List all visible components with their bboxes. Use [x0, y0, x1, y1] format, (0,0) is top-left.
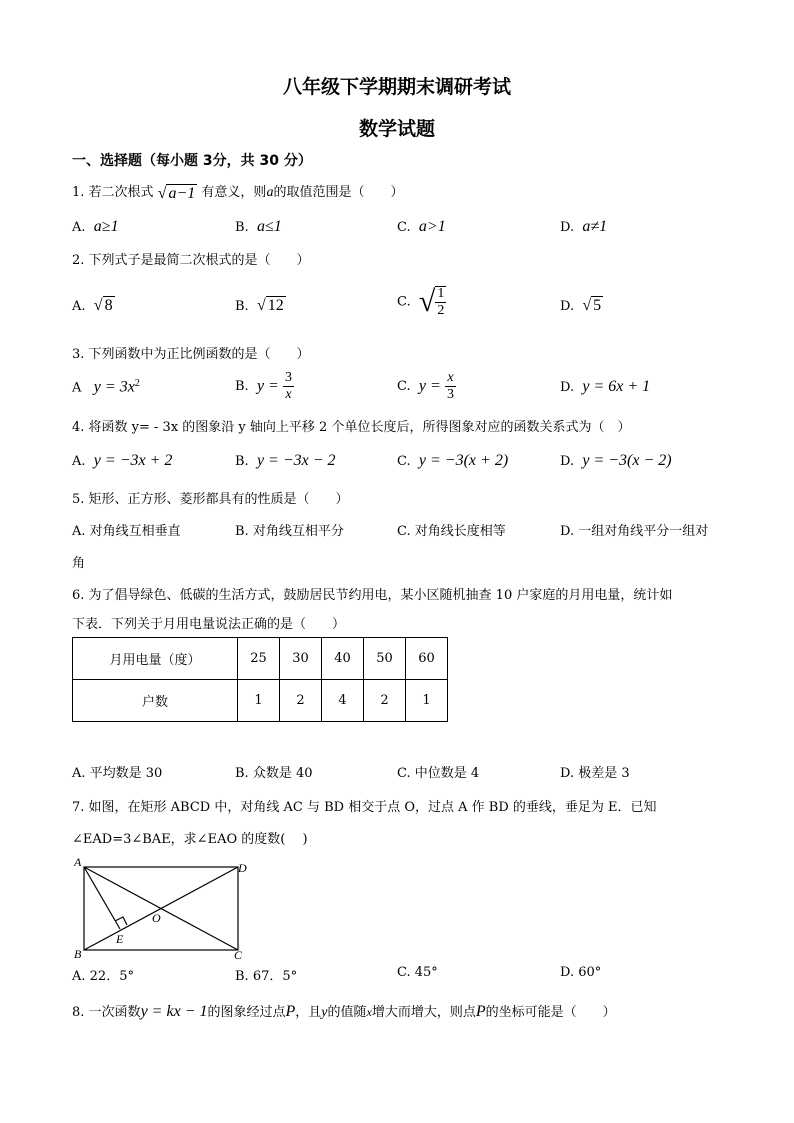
- q3-option-d: [560, 378, 650, 396]
- q5-option-c: C. 对角线长度相等: [397, 524, 506, 539]
- q1-text-pre: 若二次根式: [88, 185, 154, 200]
- question-8: [72, 1001, 616, 1021]
- q3-option-b: [235, 371, 294, 402]
- q3-option-c: [397, 371, 456, 402]
- q8-text-5: 增大而增大，则点: [371, 1005, 476, 1020]
- q1-option-d-label: D.: [560, 220, 575, 235]
- q7-option-b: B. 67．5°: [235, 969, 298, 984]
- q4-option-d-expr: y = −3(x − 2): [582, 452, 672, 469]
- label-b: B: [74, 947, 82, 960]
- q4-option-b: [235, 452, 336, 470]
- q5-option-d-wrap: 角: [72, 556, 86, 571]
- q3-option-a-label: A: [72, 380, 82, 396]
- q3-option-a-expr: y = 3x: [93, 378, 135, 396]
- q2-option-a: [72, 296, 115, 315]
- q8-text-6: 的坐标可能是（ ）: [485, 1005, 616, 1020]
- q1-option-c-label: C.: [397, 220, 411, 235]
- question-4: 4. 将函数 y= - 3x 的图象沿 y 轴向上平移 2 个单位长度后，所得图象对应的函数关系式为（ ）: [72, 420, 631, 435]
- q3-option-c-lhs: y =: [418, 377, 441, 395]
- q2-option-c-fraction: [435, 286, 446, 318]
- q4-option-c-expr: y = −3(x + 2): [418, 452, 509, 469]
- table-cell: 40: [322, 638, 364, 680]
- q4-option-c-label: C.: [397, 454, 411, 469]
- question-7-line-1: 7. 如图，在矩形 ABCD 中，对角线 AC 与 BD 相交于点 O，过点 A 作 BD 的垂线，垂足为 E．已知: [72, 800, 657, 815]
- electricity-table: [72, 637, 448, 722]
- q1-option-a-expr: a≥1: [93, 218, 119, 235]
- q1-option-b-expr: a≤1: [256, 218, 282, 235]
- q4-option-a: [72, 452, 172, 470]
- q3-option-d-label: D.: [560, 380, 575, 395]
- q4-option-a-expr: y = −3x + 2: [93, 452, 173, 469]
- q2-option-b-sqrt: √ 12: [256, 297, 284, 314]
- q3-option-c-fraction: [445, 371, 456, 402]
- q6-option-c: C. 中位数是 4: [397, 766, 480, 781]
- q1-radicand: a−1: [168, 185, 196, 202]
- table-cell: 30: [280, 638, 322, 680]
- q8-number: 8.: [72, 1005, 85, 1020]
- q1-text-mid: 有意义，则: [201, 185, 267, 200]
- table-header-cell: 月用电量（度）: [73, 638, 238, 680]
- q3-option-b-lhs: y =: [256, 377, 279, 395]
- q8-text-2: 的图象经过点: [207, 1005, 286, 1020]
- table-cell: 2: [280, 680, 322, 722]
- q2-option-b: [235, 296, 286, 315]
- q3-option-a: [72, 378, 140, 396]
- q3-option-b-den: x: [285, 387, 292, 402]
- q1-sqrt: √ a−1: [157, 185, 196, 202]
- q2-option-a-radicand: 8: [104, 297, 113, 314]
- q3-option-c-num: x: [445, 371, 456, 387]
- table-cell: 50: [364, 638, 406, 680]
- q1-option-a-label: A.: [72, 220, 86, 235]
- q8-text-1: 一次函数: [88, 1005, 141, 1020]
- q8-var-x: x: [366, 1005, 372, 1019]
- q2-option-d-sqrt: √ 5: [582, 297, 602, 314]
- q4-option-d: [560, 452, 672, 470]
- q3-option-c-den: 3: [446, 387, 454, 402]
- table-header-cell: 户数: [73, 680, 238, 722]
- q8-expr: y = kx − 1: [140, 1003, 208, 1020]
- table-cell: 25: [238, 638, 280, 680]
- label-o: O: [152, 911, 161, 925]
- q1-option-d: [560, 218, 607, 236]
- table-cell: 2: [364, 680, 406, 722]
- question-1: [72, 181, 403, 203]
- q8-text-4: 的值随: [327, 1005, 367, 1020]
- q2-option-b-radicand: 12: [267, 297, 284, 314]
- q8-point-p-2: P: [475, 1003, 486, 1020]
- label-e: E: [116, 932, 124, 946]
- q6-option-d: D. 极差是 3: [560, 766, 630, 781]
- q2-option-c-num: 1: [437, 286, 445, 301]
- q2-option-c-radical: √: [418, 285, 436, 318]
- exam-title: 八年级下学期期末调研考试: [282, 76, 511, 98]
- q4-option-d-label: D.: [560, 454, 575, 469]
- table-row: [73, 680, 448, 722]
- table-cell: 1: [238, 680, 280, 722]
- table-row: [73, 638, 448, 680]
- q6-option-b: B. 众数是 40: [235, 766, 313, 781]
- label-d: D: [238, 861, 247, 875]
- q4-option-a-label: A.: [72, 454, 86, 469]
- q5-option-a: A. 对角线互相垂直: [72, 524, 181, 539]
- q1-text-post: 的取值范围是（ ）: [273, 185, 404, 200]
- q3-option-b-label: B.: [235, 379, 249, 394]
- exam-subtitle: 数学试题: [358, 118, 435, 140]
- question-3: 3. 下列函数中为正比例函数的是（ ）: [72, 347, 310, 362]
- question-6-line-2: 下表．下列关于月用电量说法正确的是（ ）: [72, 617, 346, 632]
- q1-option-b-label: B.: [235, 220, 249, 235]
- q1-var: a: [266, 185, 274, 200]
- question-5: 5. 矩形、正方形、菱形都具有的性质是（ ）: [72, 492, 349, 507]
- table-cell: 60: [406, 638, 448, 680]
- q7-option-d: D. 60°: [560, 965, 602, 980]
- q1-option-a: [72, 218, 119, 236]
- q4-option-b-label: B.: [235, 454, 249, 469]
- q2-option-c-label: C.: [397, 294, 411, 310]
- q3-option-d-expr: y = 6x + 1: [582, 378, 651, 395]
- q8-point-p: P: [285, 1003, 296, 1020]
- q4-option-c: [397, 452, 508, 470]
- q4-option-b-expr: y = −3x − 2: [256, 452, 336, 469]
- q3-option-a-exponent: 2: [134, 378, 140, 389]
- q2-option-c: [397, 286, 446, 318]
- q2-option-c-den: 2: [437, 303, 445, 318]
- rectangle-figure: [72, 854, 248, 960]
- q2-option-b-label: B.: [235, 299, 249, 314]
- q5-option-d: D. 一组对角线平分一组对: [560, 524, 709, 539]
- q3-option-b-num: 3: [285, 370, 292, 385]
- q3-option-c-label: C.: [397, 379, 411, 394]
- q1-number: 1.: [72, 185, 85, 200]
- q7-option-a: A. 22．5°: [72, 969, 134, 984]
- q1-option-c: [397, 218, 446, 236]
- q2-option-d-label: D.: [560, 299, 575, 314]
- q1-option-c-expr: a>1: [418, 218, 446, 235]
- question-7-line-2: ∠EAD=3∠BAE，求∠EAO 的度数( ): [72, 832, 308, 847]
- q3-option-b-fraction: [283, 371, 294, 402]
- table-cell: 1: [406, 680, 448, 722]
- table-cell: 4: [322, 680, 364, 722]
- section-heading-choice: 一、选择题（每小题 3分，共 30 分）: [72, 153, 312, 169]
- q6-option-a: A. 平均数是 30: [72, 766, 163, 781]
- question-2: 2. 下列式子是最简二次根式的是（ ）: [72, 253, 310, 268]
- q5-option-b: B. 对角线互相平分: [235, 524, 344, 539]
- question-6-line-1: 6. 为了倡导绿色、低碳的生活方式，鼓励居民节约用电，某小区随机抽查 10 户家庭的月用电量，统计如: [72, 588, 673, 603]
- label-c: C: [234, 948, 243, 960]
- q2-option-d: [560, 296, 603, 315]
- q8-text-3: ，且: [295, 1005, 322, 1020]
- label-a: A: [74, 855, 82, 869]
- q1-option-d-expr: a≠1: [582, 218, 608, 235]
- q2-option-a-sqrt: √ 8: [93, 297, 113, 314]
- q1-option-b: [235, 218, 282, 236]
- q2-option-a-label: A.: [72, 299, 86, 314]
- q8-var-y: y: [321, 1005, 328, 1020]
- q2-option-d-radicand: 5: [593, 297, 602, 314]
- q7-option-c: C. 45°: [397, 965, 438, 980]
